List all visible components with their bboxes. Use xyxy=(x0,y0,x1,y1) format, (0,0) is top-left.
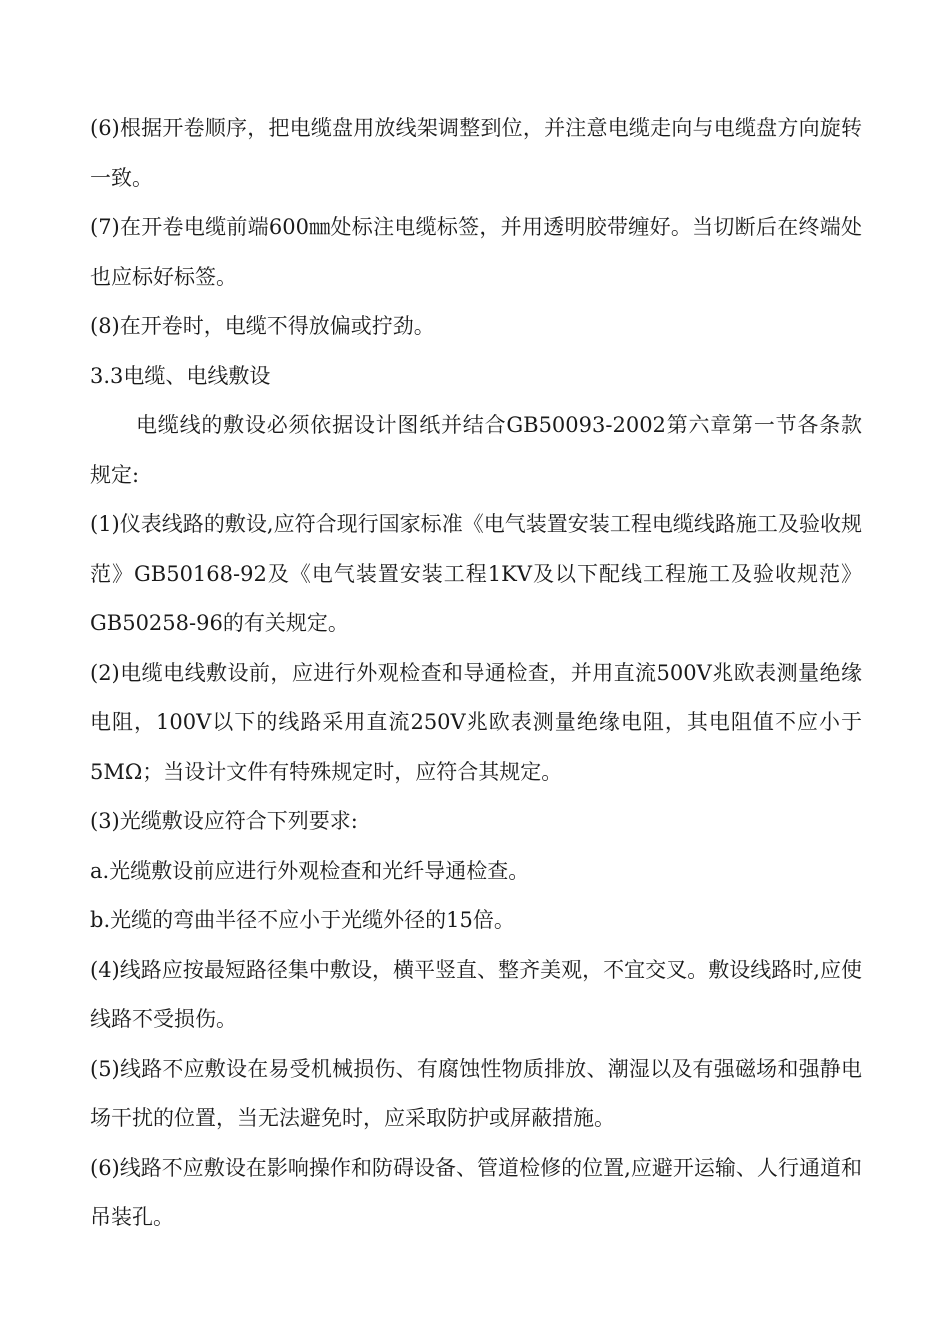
paragraph-subitem-a: a.光缆敷设前应进行外观检查和光纤导通检查。 xyxy=(90,858,530,883)
paragraph-item-8-unwinding: (8)在开卷时，电缆不得放偏或拧劲。 xyxy=(90,314,435,338)
paragraph-item-6-unwind-order: (6)根据开卷顺序，把电缆盘用放线架调整到位，并注意电缆走向与电缆盘方向旋转一致。 xyxy=(90,116,862,190)
section-heading-3-3: 3.3电缆、电线敷设 xyxy=(90,363,271,388)
paragraph-item-3-optical-cable: (3)光缆敷设应符合下列要求: xyxy=(90,809,358,833)
paragraph-item-5-avoid-damage: (5)线路不应敷设在易受机械损伤、有腐蚀性物质排放、潮湿以及有强磁场和强静电场干扰的位置，当无法避免时，应采取防护或屏蔽措施。 xyxy=(90,1056,862,1130)
paragraph-item-6-avoid-passages: (6)线路不应敷设在影响操作和防碍设备、管道检修的位置,应避开运输、人行通道和吊装孔。 xyxy=(90,1155,862,1229)
section-intro-paragraph: 电缆线的敷设必须依据设计图纸并结合GB50093-2002第六章第一节各条款规定: xyxy=(90,413,862,487)
paragraph-item-1-standards: (1)仪表线路的敷设,应符合现行国家标准《电气装置安装工程电缆线路施工及验收规范》GB50168-92及《电气装置安装工程1KV及以下配线工程施工及验收规范》GB50258-96的有关规定。 xyxy=(90,512,862,635)
paragraph-subitem-b: b.光缆的弯曲半径不应小于光缆外径的15倍。 xyxy=(90,908,515,932)
paragraph-item-2-insulation-test: (2)电缆电线敷设前，应进行外观检查和导通检查，并用直流500V兆欧表测量绝缘电阻，100V以下的线路采用直流250V兆欧表测量绝缘电阻，其电阻值不应小于5MΩ；当设计文件有特殊规定时，应符合其规定。 xyxy=(90,660,862,784)
document-body xyxy=(90,104,862,1243)
paragraph-item-7-cable-label: (7)在开卷电缆前端600㎜处标注电缆标签，并用透明胶带缠好。当切断后在终端处也应标好标签。 xyxy=(90,215,862,289)
paragraph-item-4-shortest-path: (4)线路应按最短路径集中敷设，横平竖直、整齐美观，不宜交叉。敷设线路时,应使线路不受损伤。 xyxy=(90,957,862,1031)
